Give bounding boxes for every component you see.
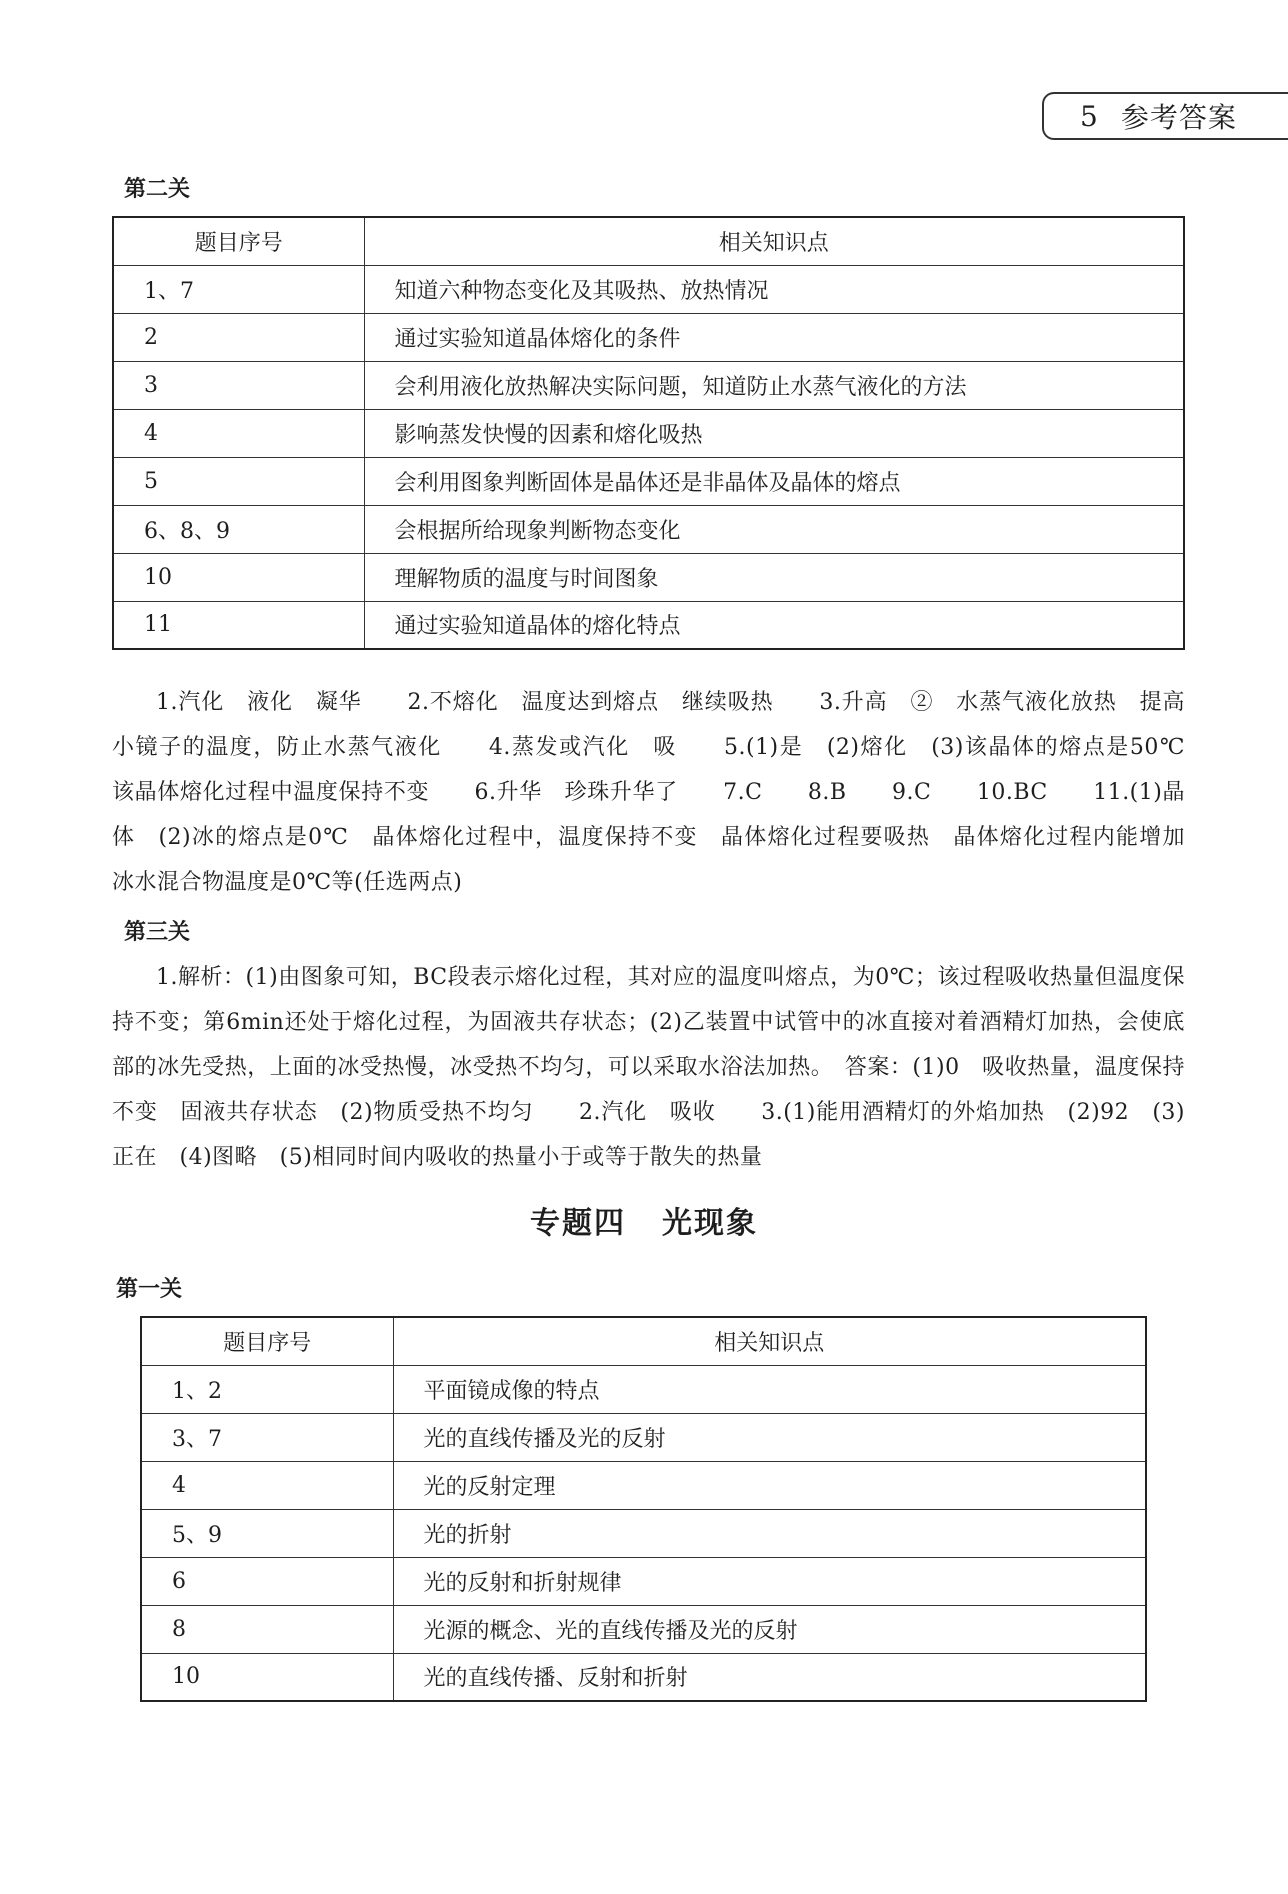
question-number-cell: 3 [113,361,364,409]
knowledge-point-cell: 通过实验知道晶体的熔化特点 [364,601,1184,649]
table-row [141,1653,1146,1701]
column-header-knowledge: 相关知识点 [364,217,1184,265]
question-number-cell: 10 [113,553,364,601]
knowledge-point-cell: 光的直线传播及光的反射 [393,1413,1146,1461]
knowledge-point-cell: 光的反射和折射规律 [393,1557,1146,1605]
topic-name: 光现象 [662,1206,758,1241]
topic-number: 专题四 [530,1206,626,1241]
answers-text: 1.解析：(1)由图象可知，BC段表示熔化过程，其对应的温度叫熔点，为0℃；该过程吸收热量但温度保持不变；第6min还处于熔化过程，为固液共存状态；(2)乙装置中试管中的冰直接对着酒精灯加热，会使底部的冰先受热，上面的冰受热慢，冰受热不均匀，可以采取水浴法加热。 答案：(1)0 吸收热量，温度保持不变 固液共存状态 (2)物质受热不均匀 2.汽化 吸收 3.(1)能用酒精灯的外焰加热 (2)92 (3)正在 (4)图略 (5)相同时间内吸收的热量小于或等于散失的热量 [112,965,1185,1170]
question-number-cell: 6 [141,1557,393,1605]
knowledge-point-cell: 光的折射 [393,1509,1146,1557]
column-header-number: 题目序号 [141,1317,393,1365]
table-row [113,505,1184,553]
question-number-cell: 4 [113,409,364,457]
knowledge-point-cell: 平面镜成像的特点 [393,1365,1146,1413]
table-row [141,1365,1146,1413]
section-heading-level2: 第二关 [124,177,191,202]
table-row [113,361,1184,409]
section-heading-level1: 第一关 [116,1277,183,1302]
column-header-knowledge: 相关知识点 [393,1317,1146,1365]
knowledge-point-cell: 会利用图象判断固体是晶体还是非晶体及晶体的熔点 [364,457,1184,505]
section-heading-level3: 第三关 [124,920,191,945]
knowledge-table-section1 [140,1316,1147,1702]
question-number-cell: 2 [113,313,364,361]
table-row [113,409,1184,457]
question-number-cell: 6、8、9 [113,505,364,553]
table-row [113,265,1184,313]
table-row [113,313,1184,361]
table-row [113,601,1184,649]
table-row [141,1557,1146,1605]
answers-section2 [112,680,1208,905]
knowledge-point-cell: 知道六种物态变化及其吸热、放热情况 [364,265,1184,313]
table-row [113,553,1184,601]
question-number-cell: 1、2 [141,1365,393,1413]
question-number-cell: 5、9 [141,1509,393,1557]
knowledge-point-cell: 光的直线传播、反射和折射 [393,1653,1146,1701]
table-row [141,1509,1146,1557]
question-number-cell: 11 [113,601,364,649]
question-number-cell: 4 [141,1461,393,1509]
knowledge-point-cell: 影响蒸发快慢的因素和熔化吸热 [364,409,1184,457]
answers-text: 1.汽化 液化 凝华 2.不熔化 温度达到熔点 继续吸热 3.升高 ② 水蒸气液化放热 提高小镜子的温度，防止水蒸气液化 4.蒸发或汽化 吸 5.(1)是 (2)熔化 (3)该晶体的熔点是50℃ 该晶体熔化过程中温度保持不变 6.升华 珍珠升华了 7.C 8.B 9.C 10.BC 11.(1)晶体 (2)冰的熔点是0℃ 晶体熔化过程中，温度保持不变 晶体熔化过程要吸热 晶体熔化过程内能增加 冰水混合物温度是0℃等(任选两点) [112,690,1208,895]
page-header-tag [1042,92,1288,140]
question-number-cell: 10 [141,1653,393,1701]
topic-title [0,1198,1288,1242]
table-row [141,1605,1146,1653]
question-number-cell: 8 [141,1605,393,1653]
question-number-cell: 3、7 [141,1413,393,1461]
knowledge-point-cell: 理解物质的温度与时间图象 [364,553,1184,601]
header-label: 参考答案 [1120,101,1237,134]
knowledge-point-cell: 会根据所给现象判断物态变化 [364,505,1184,553]
knowledge-point-cell: 光源的概念、光的直线传播及光的反射 [393,1605,1146,1653]
question-number-cell: 1、7 [113,265,364,313]
table-header-row [113,217,1184,265]
page-number: 5 [1080,99,1099,133]
knowledge-table-section2 [112,216,1185,650]
knowledge-point-cell: 光的反射定理 [393,1461,1146,1509]
table-row [141,1461,1146,1509]
column-header-number: 题目序号 [113,217,364,265]
answers-section3 [112,955,1185,1180]
table-row [141,1413,1146,1461]
table-row [113,457,1184,505]
knowledge-point-cell: 通过实验知道晶体熔化的条件 [364,313,1184,361]
table-header-row [141,1317,1146,1365]
knowledge-point-cell: 会利用液化放热解决实际问题，知道防止水蒸气液化的方法 [364,361,1184,409]
question-number-cell: 5 [113,457,364,505]
